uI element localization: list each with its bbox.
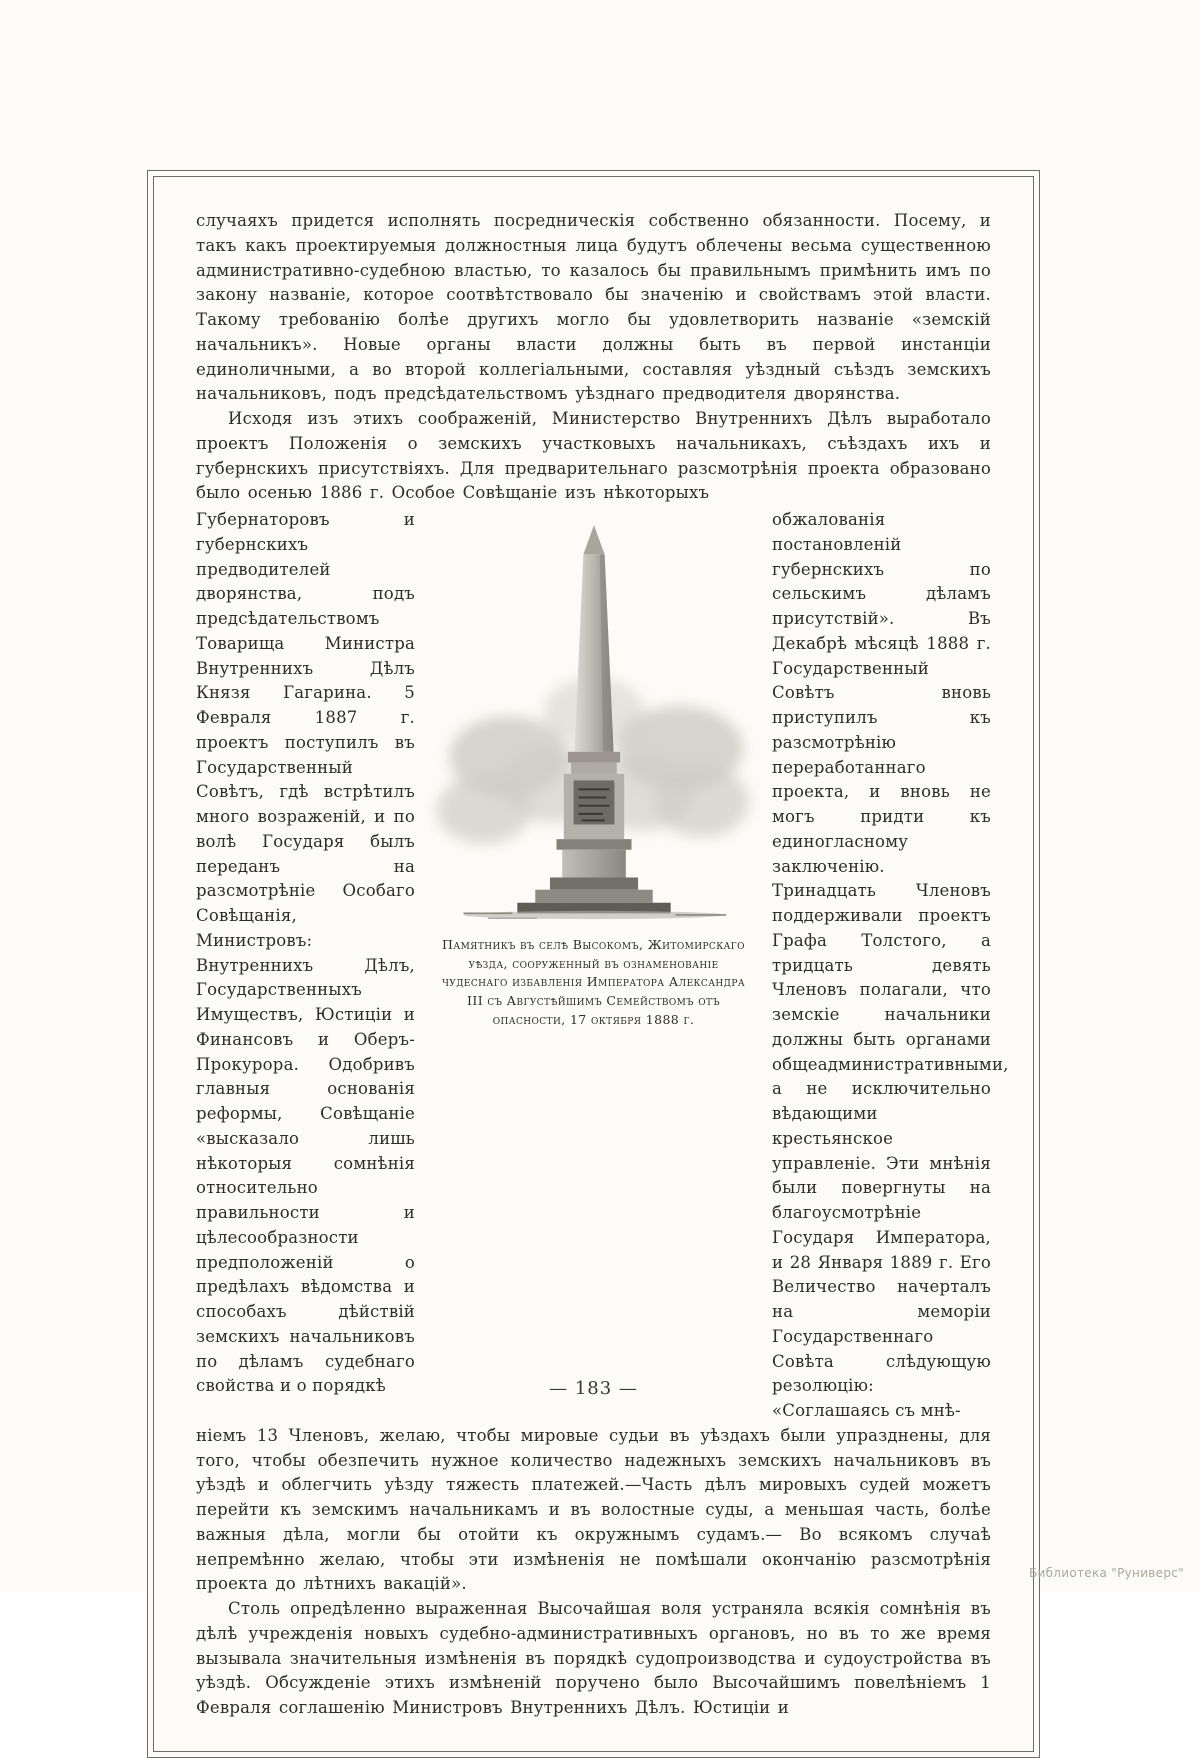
library-watermark: Библиотека "Руниверс"	[1028, 1566, 1184, 1580]
figure-caption: Памятникъ въ селѣ Высокомъ, Житомирскаго уѣзда, сооруженный въ ознаменованіе чудеснаго избавленія Императора Александра III съ Августѣйшимъ Семействомъ отъ опасности, 17 октября 1888 г.	[441, 936, 746, 1027]
right-column: обжалованія постановленій губернскихъ по сельскимъ дѣламъ присутствій». Въ Декабрѣ мѣсяцѣ 1888 г. Государственный Совѣтъ вновь приступилъ къ разсмотрѣнію переработаннаго проекта, и вновь не могъ придти къ единогласному заключенію. Тринадцать Членовъ поддерживали проектъ Графа Толстого, а тридцать девять Членовъ полагали, что земскіе начальники должны быть органами общеадминистративными, а не исключительно вѣдающими крестьянское управленіе. Эти мнѣнія были повергнуты на благоусмотрѣніе Государя Императора, и 28 Января 1889 г. Его Величество начерталъ на меморіи Государственнаго Совѣта слѣдующую резолюцію: «Соглашаясь съ мнѣ-	[772, 510, 1009, 1420]
page-number: — 183 —	[549, 1378, 638, 1399]
monument-obelisk-illustration	[439, 512, 749, 920]
body-paragraph-3: ніемъ 13 Членовъ, желаю, чтобы мировые судьи въ уѣздахъ были упразднены, для того, чтобы обезпечить нужное количество надежныхъ земскихъ начальниковъ въ уѣздѣ и облегчить уѣзду тяжесть платежей.—Часть дѣлъ мировыхъ судей можетъ перейти къ земскимъ начальникамъ и въ волостные суды, а меньшая часть, болѣе важныя дѣла, могли бы отойти къ окружнымъ судамъ.— Во всякомъ случаѣ непремѣнно желаю, чтобы эти измѣненія не помѣшали окончанію разсмотрѣнія проекта до лѣтнихъ вакацій».	[196, 1425, 991, 1594]
two-column-section	[196, 508, 1009, 1424]
body-paragraph-4: Столь опредѣленно выраженная Высочайшая воля устраняла всякія сомнѣнія въ дѣлѣ учрежденія новыхъ судебно-административныхъ органовъ, но въ то же время вызывала значительныя измѣненія въ порядкѣ судопроизводства и судоустройства въ уѣздѣ. Обсужденіе этихъ измѣненій поручено было Высочайшимъ повелѣніемъ 1 Февраля соглашенію Министровъ Внутреннихъ Дѣлъ. Юстиціи и	[196, 1599, 991, 1717]
left-column: Губернаторовъ и губернскихъ предводителей дворянства, подъ предсѣдательствомъ Товарища Министра Внутреннихъ Дѣлъ Князя Гагарина. 5 Февраля 1887 г. проектъ поступилъ въ Государственный Совѣтъ, гдѣ встрѣтилъ много возраженій, и по волѣ Государя былъ переданъ на разсмотрѣніе Особаго Совѣщанія, Министровъ: Внутреннихъ Дѣлъ, Государственныхъ Имуществъ, Юстиціи и Финансовъ и Оберъ-Прокурора. Одобривъ главныя основанія реформы, Совѣщаніе «высказало лишь нѣкоторыя сомнѣнія относительно правильности и цѣлесообразности предположеній о предѣлахъ вѣдомства и способахъ дѣйствій земскихъ начальниковъ по дѣламъ судебнаго свойства и о порядкѣ	[196, 510, 415, 1396]
ground-strokes	[463, 911, 726, 919]
body-paragraph-1: случаяхъ придется исполнять посредническія собственно обязанности. Посему, и такъ какъ проектируемыя должностныя лица будутъ облечены весьма существенною административно-судебною властью, то казалось бы правильнымъ примѣнить имъ по закону названіе, которое соотвѣтствовало бы значенію и свойствамъ этой власти. Такому требованію болѣе другихъ могло бы удовлетворить названіе «земскій начальникъ». Новые органы власти должны быть въ первой инстанціи единоличными, а во второй коллегіальными, составляя уѣздный съѣздъ земскихъ начальниковъ, подъ предсѣдательствомъ уѣзднаго предводителя дворянства.	[196, 211, 991, 404]
monument-figure	[429, 508, 758, 1030]
page-frame-inner	[153, 176, 1034, 1752]
page-frame	[147, 170, 1040, 1758]
body-paragraph-2: Исходя изъ этихъ соображеній, Министерство Внутреннихъ Дѣлъ выработало проектъ Положенія о земскихъ участковыхъ начальникахъ, съѣздахъ ихъ и губернскихъ присутствіяхъ. Для предварительнаго разсмотрѣнія проекта образовано было осенью 1886 г. Особое Совѣщаніе изъ нѣкоторыхъ	[196, 409, 991, 503]
